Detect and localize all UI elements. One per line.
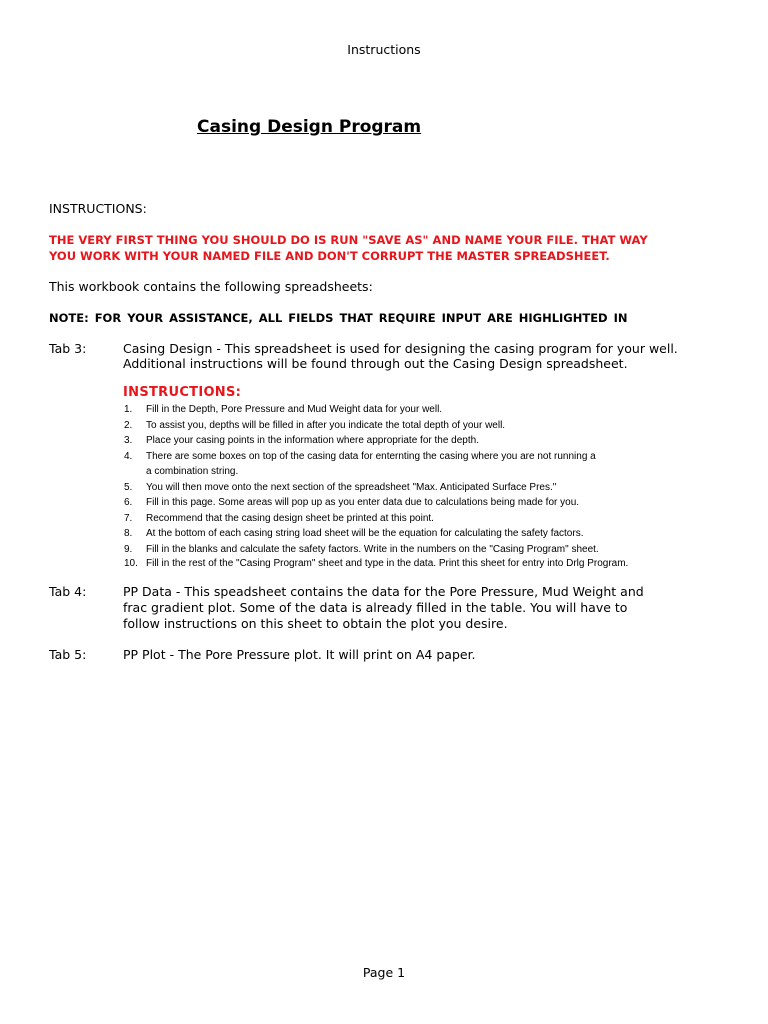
instructions-label: INSTRUCTIONS: bbox=[49, 201, 147, 216]
step-text: Fill in the blanks and calculate the safety factors. Write in the numbers on the "Casing Program" sheet. bbox=[146, 544, 599, 555]
tab-3-label: Tab 3: bbox=[49, 341, 87, 356]
step-number: 1. bbox=[124, 404, 133, 415]
tab-4-line-1: PP Data - This speadsheet contains the data for the Pore Pressure, Mud Weight and bbox=[123, 584, 644, 599]
step-number: 8. bbox=[124, 528, 133, 539]
tab-3-line-2: Additional instructions will be found through out the Casing Design spreadsheet. bbox=[123, 356, 628, 371]
step-number: 3. bbox=[124, 435, 133, 446]
page-header: Instructions bbox=[347, 42, 421, 57]
step-text: To assist you, depths will be filled in after you indicate the total depth of your well. bbox=[146, 420, 506, 431]
step-text: Place your casing points in the information where appropriate for the depth. bbox=[146, 435, 479, 446]
warning-line-2: YOU WORK WITH YOUR NAMED FILE AND DON'T CORRUPT THE MASTER SPREADSHEET. bbox=[49, 249, 610, 263]
step-text: Fill in this page. Some areas will pop up as you enter data due to calculations being made for you. bbox=[146, 497, 580, 508]
note-text: NOTE: FOR YOUR ASSISTANCE, ALL FIELDS THAT REQUIRE INPUT ARE HIGHLIGHTED IN bbox=[49, 311, 628, 325]
warning-line-1: THE VERY FIRST THING YOU SHOULD DO IS RUN "SAVE AS" AND NAME YOUR FILE. THAT WAY bbox=[49, 233, 648, 247]
step-text: There are some boxes on top of the casing data for enternting the casing where you are not running a bbox=[146, 451, 596, 462]
step-number: 4. bbox=[124, 451, 133, 462]
step-text: You will then move onto the next section of the spreadsheet "Max. Anticipated Surface Pres." bbox=[146, 482, 557, 493]
step-text: Recommend that the casing design sheet be printed at this point. bbox=[146, 513, 434, 524]
step-number: 2. bbox=[124, 420, 133, 431]
tab-3-instructions-heading: INSTRUCTIONS: bbox=[123, 385, 242, 400]
tab-4-line-3: follow instructions on this sheet to obtain the plot you desire. bbox=[123, 616, 508, 631]
tab-4-label: Tab 4: bbox=[49, 584, 87, 599]
step-number: 6. bbox=[124, 497, 133, 508]
page-footer: Page 1 bbox=[362, 965, 406, 980]
step-text: Fill in the Depth, Pore Pressure and Mud Weight data for your well. bbox=[146, 404, 443, 415]
step-text-continuation: a combination string. bbox=[146, 466, 239, 477]
tab-5-label: Tab 5: bbox=[49, 647, 87, 662]
step-number: 9. bbox=[124, 544, 133, 555]
step-number: 10. bbox=[124, 558, 138, 569]
step-number: 5. bbox=[124, 482, 133, 493]
intro-text: This workbook contains the following spreadsheets: bbox=[49, 279, 373, 294]
step-text: At the bottom of each casing string load sheet will be the equation for calculating the safety factors. bbox=[146, 528, 584, 539]
tab-3-line-1: Casing Design - This spreadsheet is used for designing the casing program for your well. bbox=[123, 341, 678, 356]
tab-5-line-1: PP Plot - The Pore Pressure plot. It will print on A4 paper. bbox=[123, 647, 476, 662]
document-title: Casing Design Program bbox=[197, 117, 422, 137]
step-text: Fill in the rest of the "Casing Program" sheet and type in the data. Print this sheet for entry into Drlg Program. bbox=[146, 558, 629, 569]
step-number: 7. bbox=[124, 513, 133, 524]
tab-4-line-2: frac gradient plot. Some of the data is already filled in the table. You will have to bbox=[123, 600, 628, 615]
